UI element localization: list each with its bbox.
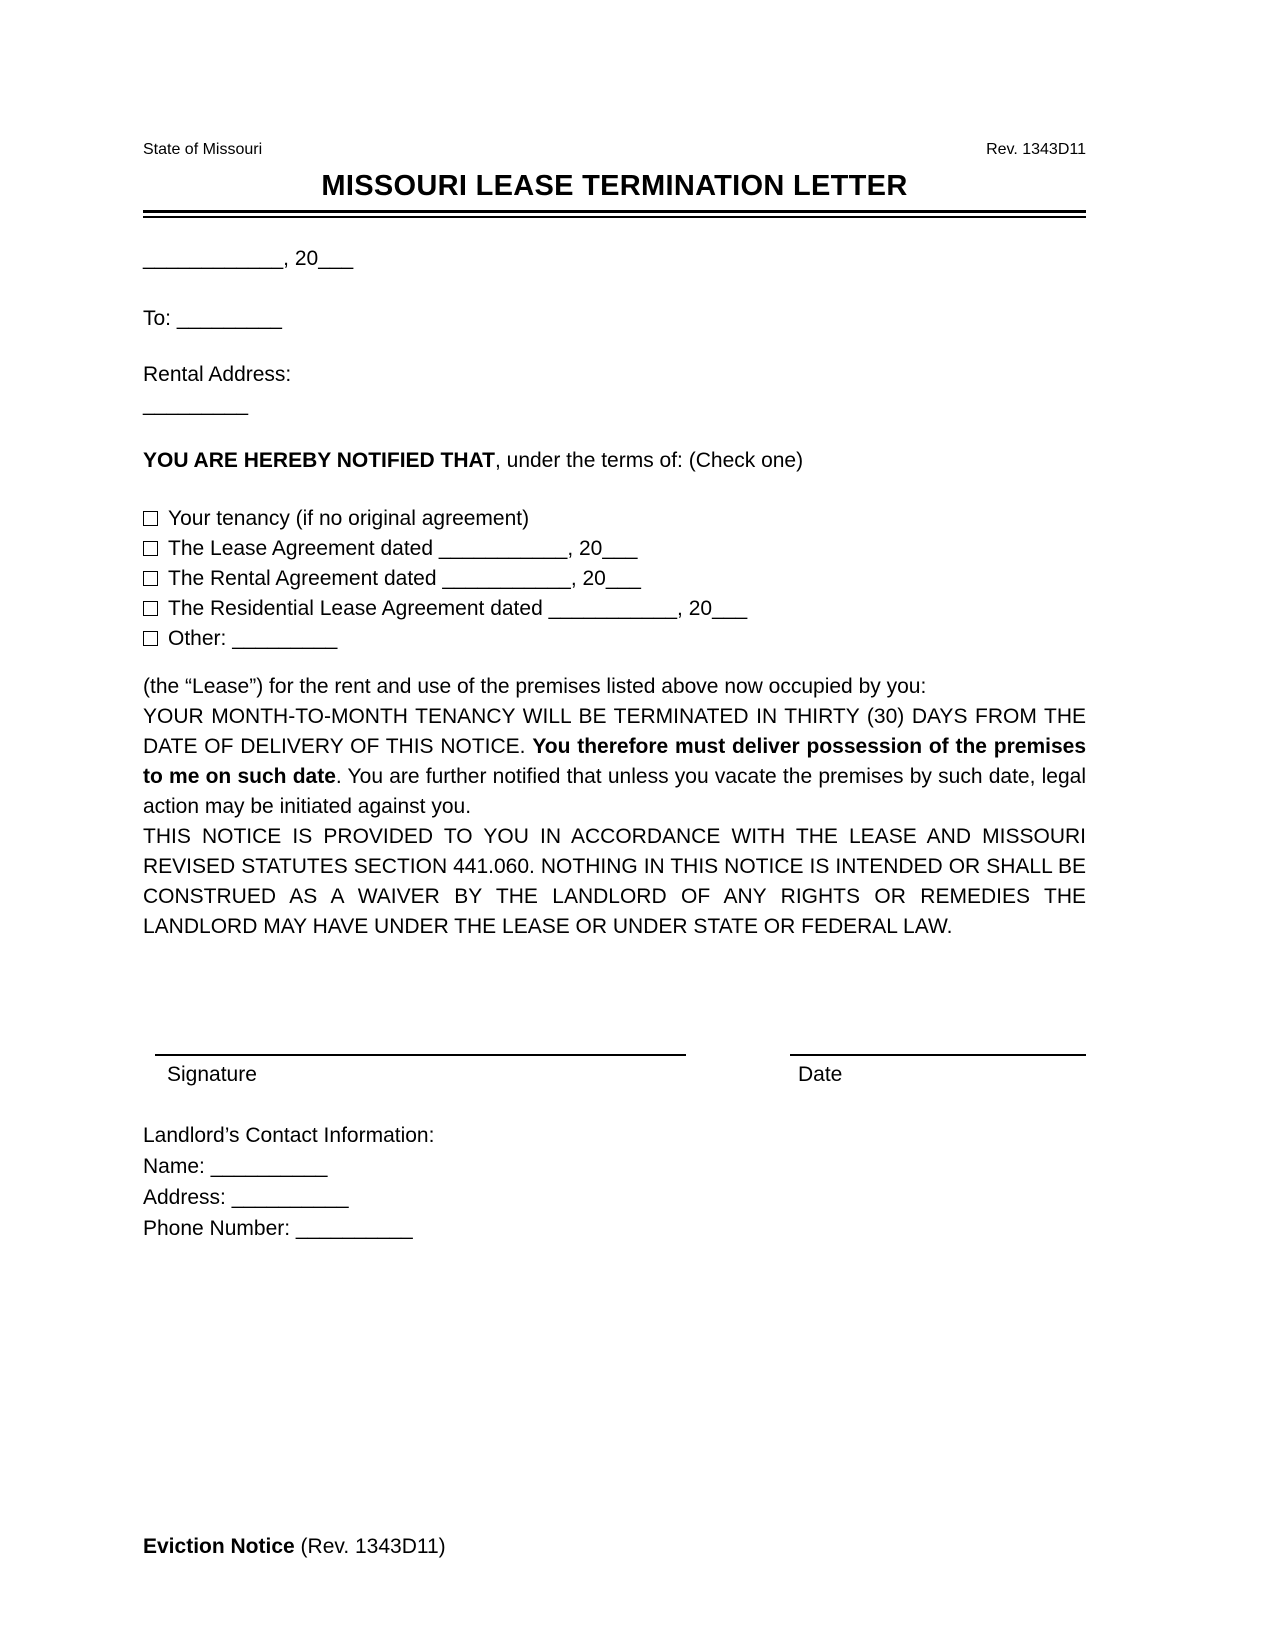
notice-heading-bold: YOU ARE HEREBY NOTIFIED THAT [143,449,495,472]
footer-title: Eviction Notice [143,1535,295,1558]
date-label: Date [798,1063,843,1086]
checklist-item-residential-lease [143,594,1086,624]
footer-revision: (Rev. 1343D11) [294,1535,446,1558]
address-label: Address: [143,1186,232,1209]
contact-name-line [143,1151,1086,1182]
checklist-item-label: The Residential Lease Agreement dated ___________, 20___ [168,597,748,620]
contact-heading: Landlord’s Contact Information: [143,1124,435,1147]
date-year-blank-field[interactable]: ___ [318,247,354,270]
notice-heading [143,446,1086,476]
revision-label: Rev. 1343D11 [986,141,1086,158]
checklist-item-label: Your tenancy (if no original agreement) [168,507,530,530]
to-label: To: [143,307,172,330]
title-divider [143,210,1086,218]
rental-address-blank-field[interactable]: _________ [143,393,249,416]
notice-heading-rest: , under the terms of: (Check one) [494,449,804,472]
document-header [143,140,1086,159]
termination-paragraph [143,702,1086,822]
document-footer [143,1532,446,1562]
to-blank-field[interactable]: _________ [176,307,282,330]
checklist-item-lease-agreement [143,534,1086,564]
checklist-item-tenancy [143,504,1086,534]
checkbox-tenancy[interactable] [143,511,158,526]
date-column [790,1054,1086,1090]
date-line-rule[interactable] [790,1054,1086,1056]
statute-paragraph: THIS NOTICE IS PROVIDED TO YOU IN ACCORDANCE WITH THE LEASE AND MISSOURI REVISED STATUTES SECTION 441.060. NOTHING IN THIS NOTICE IS INTENDED OR SHALL BE CONSTRUED AS A WAIVER BY THE LANDLORD OF ANY RIGHTS OR REMEDIES THE LANDLORD MAY HAVE UNDER THE LEASE OR UNDER STATE OR FEDERAL LAW. [143,825,1086,938]
signature-column [155,1054,686,1090]
signature-line[interactable] [155,1054,686,1056]
signature-row [143,1054,1086,1090]
checkbox-lease-agreement[interactable] [143,541,158,556]
name-blank-field[interactable]: __________ [210,1155,328,1178]
to-line [143,304,1086,334]
phone-blank-field[interactable]: __________ [295,1217,413,1240]
signature-spacer [143,942,1086,1054]
contact-phone-line [143,1213,1086,1244]
contact-address-line [143,1182,1086,1213]
checklist-item-other [143,624,1086,654]
signature-label: Signature [167,1063,257,1086]
lease-clause: (the “Lease”) for the rent and use of the premises listed above now occupied by you: [143,675,927,698]
checkbox-rental-agreement[interactable] [143,571,158,586]
date-separator: , 20 [283,247,319,270]
rental-address-line [143,390,1086,420]
checkbox-residential-lease[interactable] [143,601,158,616]
checklist-item-rental-agreement [143,564,1086,594]
name-label: Name: [143,1155,211,1178]
checklist-item-label: The Rental Agreement dated ___________, 20___ [168,567,641,590]
date-line [143,244,1086,274]
checklist [143,504,1086,654]
checklist-item-label: Other: _________ [168,627,338,650]
termination-text-2: . You are further notified that unless you vacate the premises by such date, legal action may be initiated against you. [143,765,1087,818]
checklist-item-label: The Lease Agreement dated ___________, 20___ [168,537,638,560]
termination-text-bold: You therefore must deliver possession of the premises to me on such date [143,735,1086,788]
phone-label: Phone Number: [143,1217,296,1240]
landlord-contact-block [143,1120,1086,1244]
address-blank-field[interactable]: __________ [231,1186,349,1209]
date-blank-field[interactable]: ____________ [143,247,284,270]
termination-text-1: YOUR MONTH-TO-MONTH TENANCY WILL BE TERMINATED IN THIRTY (30) DAYS FROM THE DATE OF DELIVERY OF THIS NOTICE. [143,705,1086,758]
state-label: State of Missouri [143,141,263,158]
checkbox-other[interactable] [143,631,158,646]
rental-address-label: Rental Address: [143,363,292,386]
page-title: MISSOURI LEASE TERMINATION LETTER [321,170,908,202]
